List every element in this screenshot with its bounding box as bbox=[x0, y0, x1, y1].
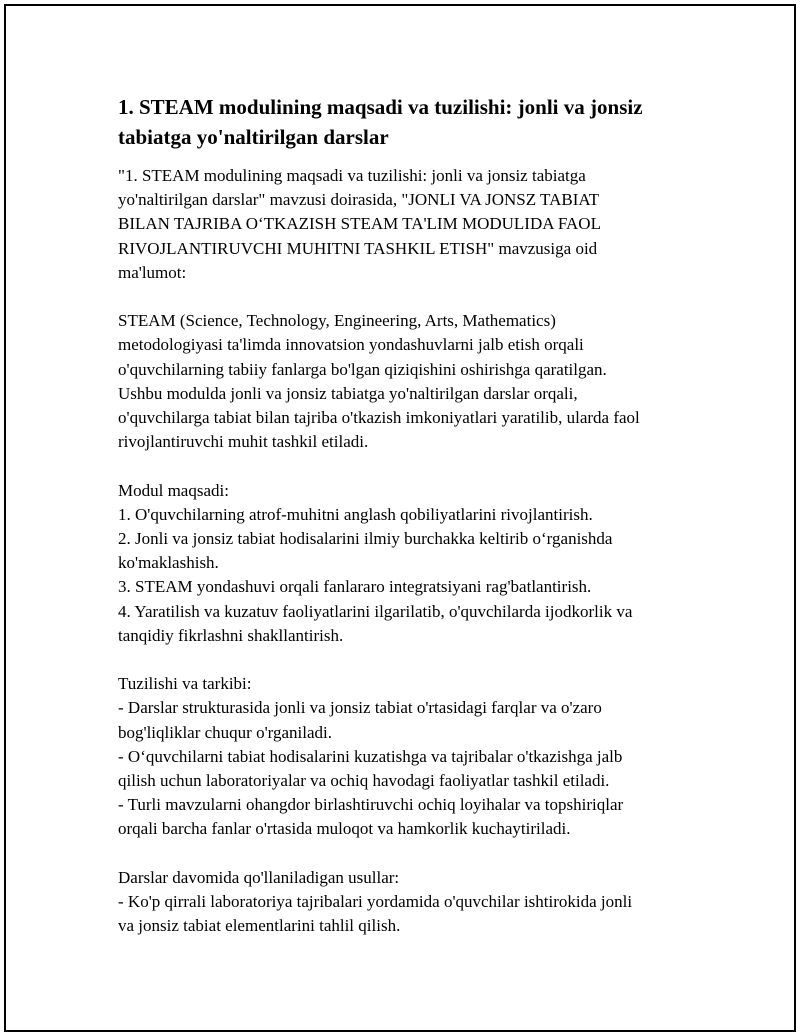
list-item: - Darslar strukturasida jonli va jonsiz tabiat o'rtasidagi farqlar va o'zaro bbox=[118, 698, 602, 718]
document-title bbox=[118, 92, 708, 152]
list-item: 4. Yaratilish va kuzatuv faoliyatlarini ilgarilatib, o'quvchilarda ijodkorlik va bbox=[118, 601, 633, 621]
list-item: orqali barcha fanlar o'rtasida muloqot va hamkorlik kuchaytiriladi. bbox=[118, 819, 571, 839]
intro-paragraph bbox=[118, 164, 708, 285]
text-line: "1. STEAM modulining maqsadi va tuzilishi: jonli va jonsiz tabiatga bbox=[118, 166, 586, 185]
list-item: - Turli mavzularni ohangdor birlashtiruvchi ochiq loyihalar va topshiriqlar bbox=[118, 795, 624, 815]
list-item: va jonsiz tabiat elementlarini tahlil qilish. bbox=[118, 916, 401, 936]
list-item: 1. O'quvchilarning atrof-muhitni anglash qobiliyatlarini rivojlantirish. bbox=[118, 504, 593, 524]
goals-section bbox=[118, 479, 708, 648]
text-line: Ushbu modulda jonli va jonsiz tabiatga yo'naltirilgan darslar orqali, bbox=[118, 383, 578, 403]
document-body bbox=[118, 92, 708, 963]
list-item: bog'liqliklar chuqur o'rganiladi. bbox=[118, 722, 333, 742]
text-line: STEAM (Science, Technology, Engineering, Arts, Mathematics) bbox=[118, 311, 556, 331]
text-line: metodologiyasi ta'limda innovatsion yondashuvlarni jalb etish orqali bbox=[118, 335, 584, 355]
text-line: RIVOJLANTIRUVCHI MUHITNI TASHKIL ETISH" mavzusiga oid bbox=[118, 238, 598, 258]
list-item: 2. Jonli va jonsiz tabiat hodisalarini ilmiy burchakka keltirib o‘rganishda bbox=[118, 529, 613, 549]
text-line: o'quvchilarning tabiiy fanlarga bo'lgan qiziqishini oshirishga qaratilgan. bbox=[118, 359, 607, 379]
text-line: o'quvchilarga tabiat bilan tajriba o'tkazish imkoniyatlari yaratilib, ularda faol bbox=[118, 408, 640, 428]
section-heading: Tuzilishi va tarkibi: bbox=[118, 674, 252, 694]
list-item: - O‘quvchilarni tabiat hodisalarini kuzatishga va tajribalar o'tkazishga jalb bbox=[118, 746, 623, 766]
structure-section bbox=[118, 672, 708, 841]
text-line: BILAN TAJRIBA O‘TKAZISH STEAM TA'LIM MODULIDA FAOL bbox=[118, 214, 601, 234]
title-line: 1. STEAM modulining maqsadi va tuzilishi: jonli va jonsiz bbox=[118, 95, 643, 119]
list-item: ko'maklashish. bbox=[118, 553, 219, 573]
section-heading: Darslar davomida qo'llaniladigan usullar: bbox=[118, 867, 400, 887]
title-line: tabiatga yo'naltirilgan darslar bbox=[118, 125, 389, 149]
list-item: - Ko'p qirrali laboratoriya tajribalari yordamida o'quvchilar ishtirokida jonli bbox=[118, 892, 633, 912]
steam-paragraph bbox=[118, 309, 708, 454]
list-item: tanqidiy fikrlashni shakllantirish. bbox=[118, 625, 344, 645]
text-line: ma'lumot: bbox=[118, 262, 187, 282]
list-item: qilish uchun laboratoriyalar va ochiq havodagi faoliyatlar tashkil etiladi. bbox=[118, 771, 610, 791]
methods-section bbox=[118, 866, 708, 939]
text-line: rivojlantiruvchi muhit tashkil etiladi. bbox=[118, 432, 369, 452]
text-line: yo'naltirilgan darslar" mavzusi doirasida, "JONLI VA JONSZ TABIAT bbox=[118, 190, 600, 210]
list-item: 3. STEAM yondashuvi orqali fanlararo integratsiyani rag'batlantirish. bbox=[118, 577, 592, 597]
section-heading: Modul maqsadi: bbox=[118, 480, 229, 500]
